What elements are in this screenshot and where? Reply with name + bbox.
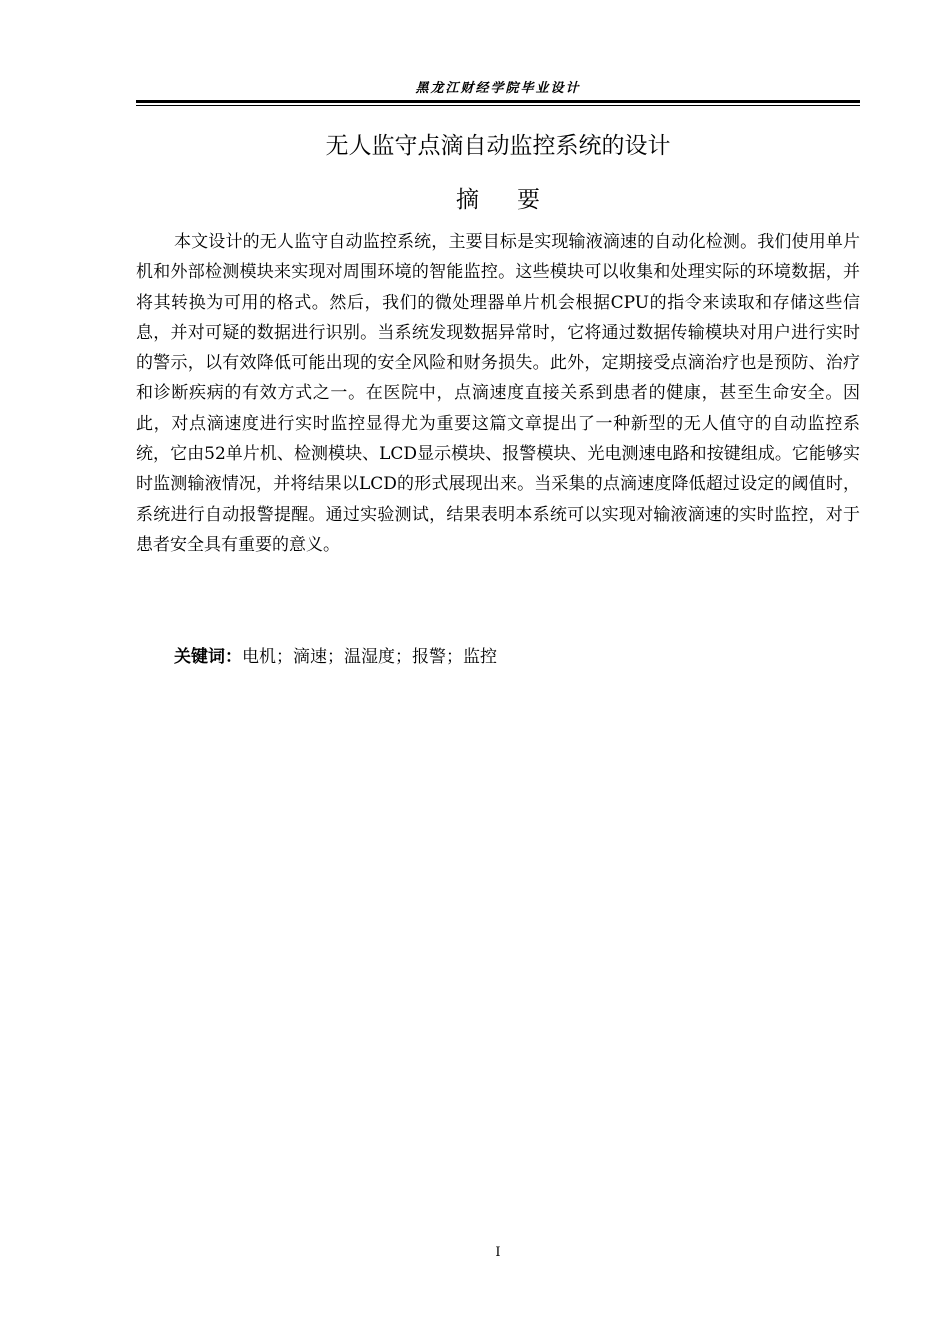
abstract-heading: 摘要 [456,187,578,213]
abstract-paragraph: 本文设计的无人监守自动监控系统，主要目标是实现输液滴速的自动化检测。我们使用单片机和外部检测模块来实现对周围环境的智能监控。这些模块可以收集和处理实际的环境数据，并将其转换为可用的格式。然后，我们的微处理器单片机会根据CPU的指令来读取和存储这些信息，并对可疑的数据进行识别。当系统发现数据异常时，它将通过数据传输模块对用户进行实时的警示，以有效降低可能出现的安全风险和财务损失。此外，定期接受点滴治疗也是预防、治疗和诊断疾病的有效方式之一。在医院中，点滴速度直接关系到患者的健康，甚至生命安全。因此，对点滴速度进行实时监控显得尤为重要这篇文章提出了一种新型的无人值守的自动监控系统，它由52单片机、检测模块、LCD显示模块、报警模块、光电测速电路和按键组成。它能够实时监测输液情况，并将结果以LCD的形式展现出来。当采集的点滴速度降低超过设定的阈值时，系统进行自动报警提醒。通过实验测试，结果表明本系统可以实现对输液滴速的实时监控，对于患者安全具有重要的意义。 [136,232,860,555]
keywords-value: 电机；滴速；温湿度；报警；监控 [242,647,497,667]
header-rule-thin [136,105,860,106]
running-header: 黑龙江财经学院毕业设计 [415,81,581,96]
header-rule-thick [136,100,860,103]
page-number: I [495,1245,501,1260]
keywords-label: 关键词： [174,647,242,667]
document-title: 无人监守点滴自动监控系统的设计 [325,133,671,159]
keywords-line [174,645,497,669]
